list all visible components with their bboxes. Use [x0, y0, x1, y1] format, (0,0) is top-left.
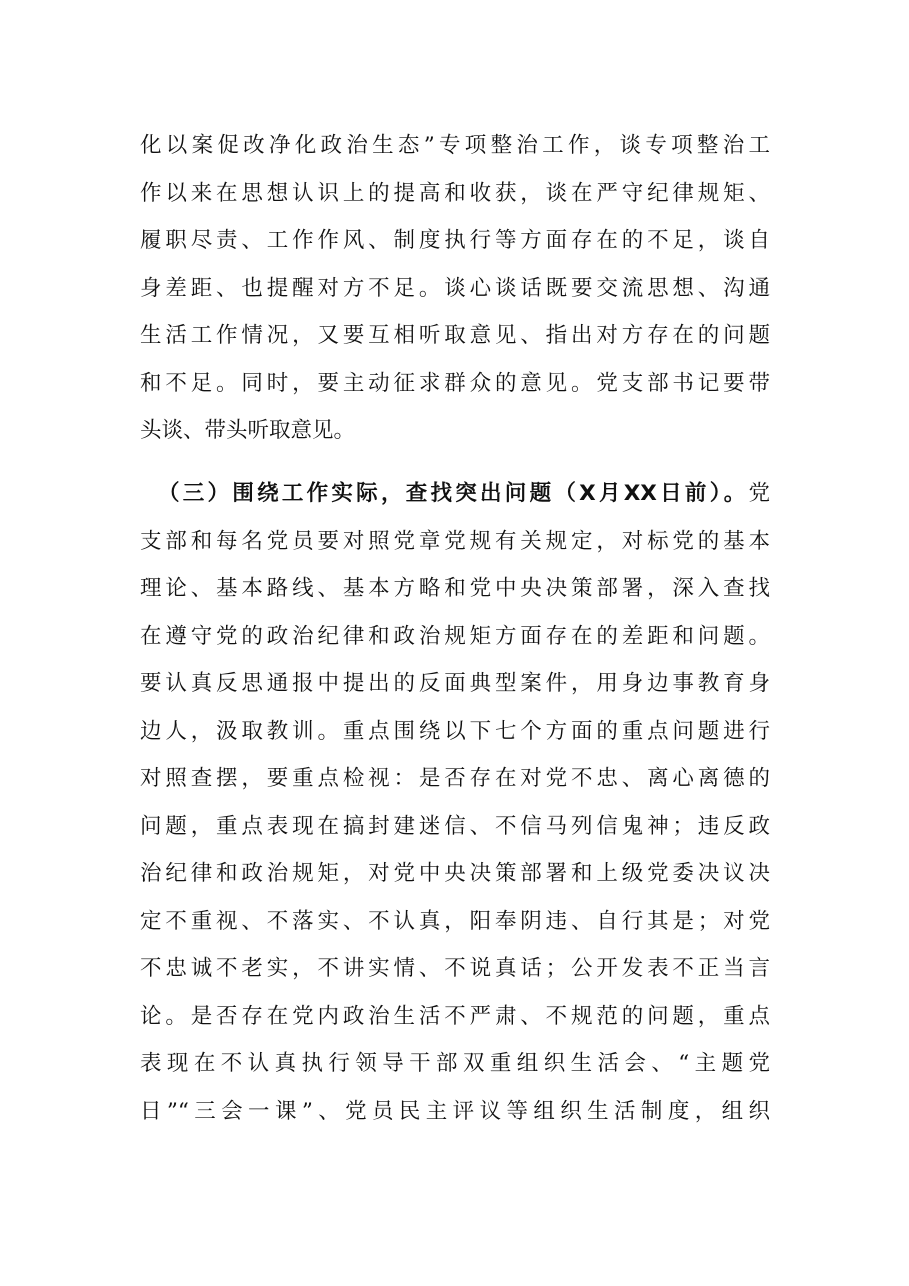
paragraph-find-problems: [140, 470, 770, 1135]
text-line: 定不重视、不落实、不认真，阳奉阴违、自行其是；对党: [140, 908, 770, 934]
text-line: 论。是否存在党内政治生活不严肃、不规范的问题，重点: [140, 1003, 770, 1029]
heading-tail-text: 党: [748, 481, 770, 506]
text-line: 头谈、带头听取意见。: [140, 418, 356, 443]
text-line: 对照查摆，要重点检视：是否存在对党不忠、离心离德的: [140, 766, 770, 791]
text-line: 理论、基本路线、基本方略和党中央决策部署，深入查找: [140, 576, 770, 601]
text-line: 问题，重点表现在搞封建迷信、不信马列信鬼神；违反政: [140, 813, 770, 839]
text-line: 身差距、也提醒对方不足。谈心谈话既要交流思想、沟通: [140, 275, 770, 301]
text-line: 不忠诚不老实，不讲实情、不说真话；公开发表不正当言: [140, 956, 770, 981]
text-line: 要认真反思通报中提出的反面典型案件，用身边事教育身: [140, 671, 770, 696]
section-heading-line: [140, 470, 770, 518]
paragraph-talk-requirements: [140, 122, 770, 455]
text-line: 履职尽责、工作作风、制度执行等方面存在的不足，谈自: [140, 228, 770, 253]
text-line: 支部和每名党员要对照党章党规有关规定，对标党的基本: [140, 528, 770, 554]
text-line: 边人，汲取教训。重点围绕以下七个方面的重点问题进行: [140, 718, 770, 744]
text-line: 生活工作情况，又要互相听取意见、指出对方存在的问题: [140, 323, 770, 348]
text-line: 表现在不认真执行领导干部双重组织生活会、“主题党: [140, 1051, 770, 1076]
text-line: 作以来在思想认识上的提高和收获，谈在严守纪律规矩、: [140, 180, 770, 206]
text-line: 治纪律和政治规矩，对党中央决策部署和上级党委决议决: [140, 861, 770, 886]
section-heading: （三）围绕工作实际，查找突出问题（X月XX日前）。: [158, 481, 749, 506]
text-line: 化以案促改净化政治生态”专项整治工作，谈专项整治工: [140, 133, 770, 158]
text-line: 在遵守党的政治纪律和政治规矩方面存在的差距和问题。: [140, 623, 770, 649]
text-line: 日”“三会一课”、党员民主评议等组织生活制度，组织: [140, 1098, 770, 1124]
text-line: 和不足。同时，要主动征求群众的意见。党支部书记要带: [140, 370, 770, 396]
